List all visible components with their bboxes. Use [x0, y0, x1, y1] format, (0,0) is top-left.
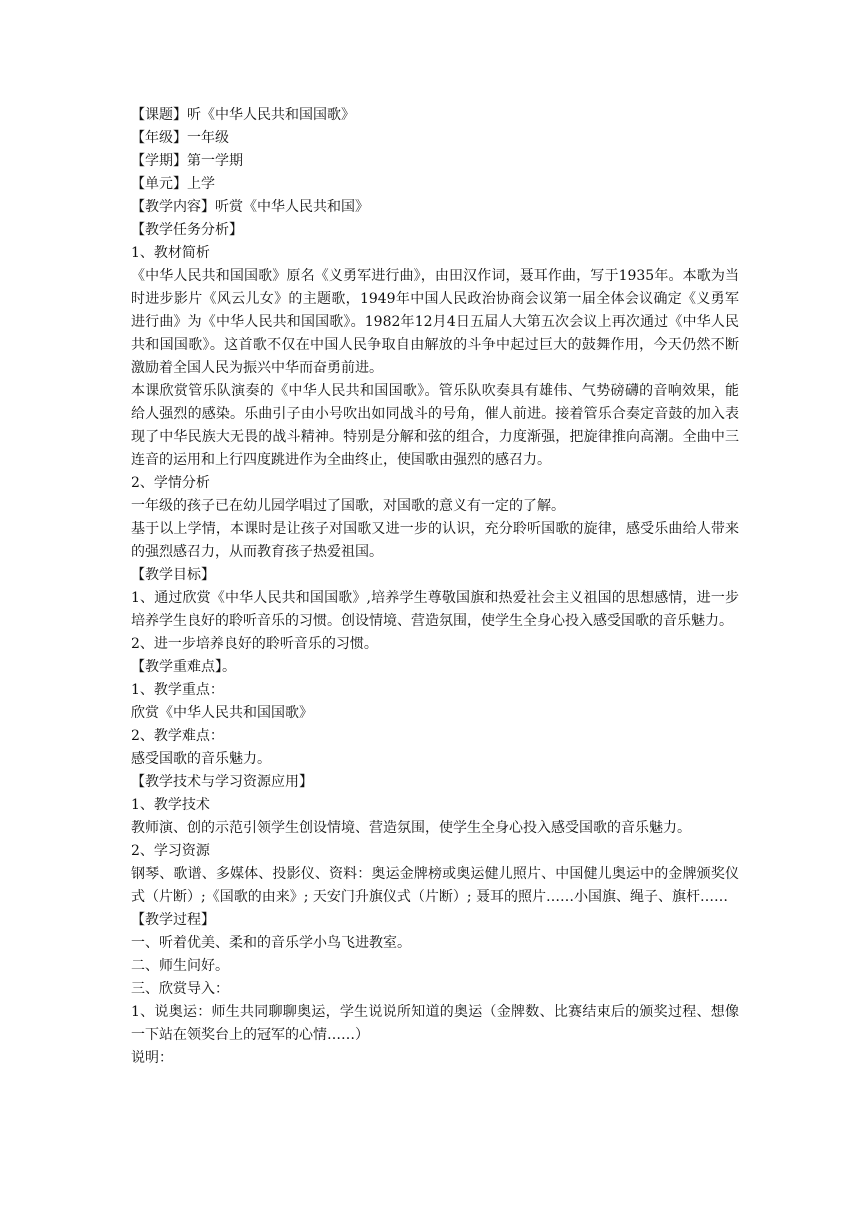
paragraph-band-performance: 本课欣赏管乐队演奏的《中华人民共和国国歌》。管乐队吹奏具有雄伟、气势磅礴的音响效果，能给人强烈的感染。乐曲引子由小号吹出如同战斗的号角，催人前进。接着管乐合奏定音鼓的加入表现了中华民族大无畏的战斗精神。特别是分解和弦的组合，力度渐强，把旋律推向高潮。全曲中三连音的运用和上行四度跳进作为全曲终止，使国歌由强烈的感召力。	[131, 383, 739, 468]
subheading-difficulty: 2、教学难点：	[131, 728, 224, 744]
unit-line: 【单元】上学	[131, 176, 215, 192]
process-substep-olympics: 1、说奥运：师生共同聊聊奥运，学生说说所知道的奥运（金牌数、比赛结束后的颁奖过程、想像一下站在领奖台上的冠军的心情……）	[131, 1004, 739, 1043]
document-page	[131, 104, 739, 1070]
paragraph-student-background: 一年级的孩子已在幼儿园学唱过了国歌，对国歌的意义有一定的了解。	[131, 498, 565, 514]
subheading-student-analysis: 2、学情分析	[131, 475, 210, 491]
difficulty-text: 感受国歌的音乐魅力。	[131, 751, 271, 767]
process-step-1: 一、听着优美、柔和的音乐学小鸟飞进教室。	[131, 935, 411, 951]
semester-line: 【学期】第一学期	[131, 153, 243, 169]
explanation-label: 说明：	[131, 1050, 173, 1066]
section-heading-technology-resources: 【教学技术与学习资源应用】	[131, 774, 313, 790]
section-heading-teaching-process: 【教学过程】	[131, 912, 215, 928]
key-point-text: 欣赏《中华人民共和国国歌》	[131, 705, 313, 721]
subheading-learning-resources: 2、学习资源	[131, 843, 210, 859]
lesson-topic: 【课题】听《中华人民共和国国歌》	[131, 107, 355, 123]
learning-resources-text: 钢琴、歌谱、多媒体、投影仪、资料：奥运金牌榜或奥运健儿照片、中国健儿奥运中的金牌颁奖仪式（片断）;《国歌的由来》; 天安门升旗仪式（片断）; 聂耳的照片……小国旗、绳子、旗杆……	[131, 866, 739, 905]
grade-line: 【年级】一年级	[131, 130, 229, 146]
process-step-2: 二、师生问好。	[131, 958, 229, 974]
paragraph-lesson-purpose: 基于以上学情，本课时是让孩子对国歌又进一步的认识，充分聆听国歌的旋律，感受乐曲给人带来的强烈感召力，从而教育孩子热爱祖国。	[131, 521, 739, 560]
objective-item-1: 1、通过欣赏《中华人民共和国国歌》,培养学生尊敬国旗和热爱社会主义祖国的思想感情，进一步培养学生良好的聆听音乐的习惯。创设情境、营造氛围，使学生全身心投入感受国歌的音乐魅力。	[131, 590, 739, 629]
section-heading-task-analysis: 【教学任务分析】	[131, 222, 243, 238]
section-heading-key-points: 【教学重难点】。	[131, 659, 236, 675]
subheading-teaching-technology: 1、教学技术	[131, 797, 210, 813]
section-heading-objectives: 【教学目标】	[131, 567, 215, 583]
subheading-material-analysis: 1、教材简析	[131, 245, 210, 261]
teaching-content-line: 【教学内容】听赏《中华人民共和国》	[131, 199, 369, 215]
paragraph-material-history: 《中华人民共和国国歌》原名《义勇军进行曲》，由田汉作词，聂耳作曲，写于1935年。本歌为当时进步影片《风云儿女》的主题歌，1949年中国人民政治协商会议第一届全体会议确定《义勇军进行曲》为《中华人民共和国国歌》。1982年12月4日五届人大第五次会议上再次通过《中华人民共和国国歌》。这首歌不仅在中国人民争取自由解放的斗争中起过巨大的鼓舞作用，今天仍然不断激励着全国人民为振兴中华而奋勇前进。	[131, 268, 739, 376]
process-step-3: 三、欣赏导入：	[131, 981, 229, 997]
objective-item-2: 2、进一步培养良好的聆听音乐的习惯。	[131, 636, 378, 652]
teaching-technology-text: 教师演、创的示范引领学生创设情境、营造氛围，使学生全身心投入感受国歌的音乐魅力。	[131, 820, 691, 836]
subheading-key-point: 1、教学重点：	[131, 682, 224, 698]
